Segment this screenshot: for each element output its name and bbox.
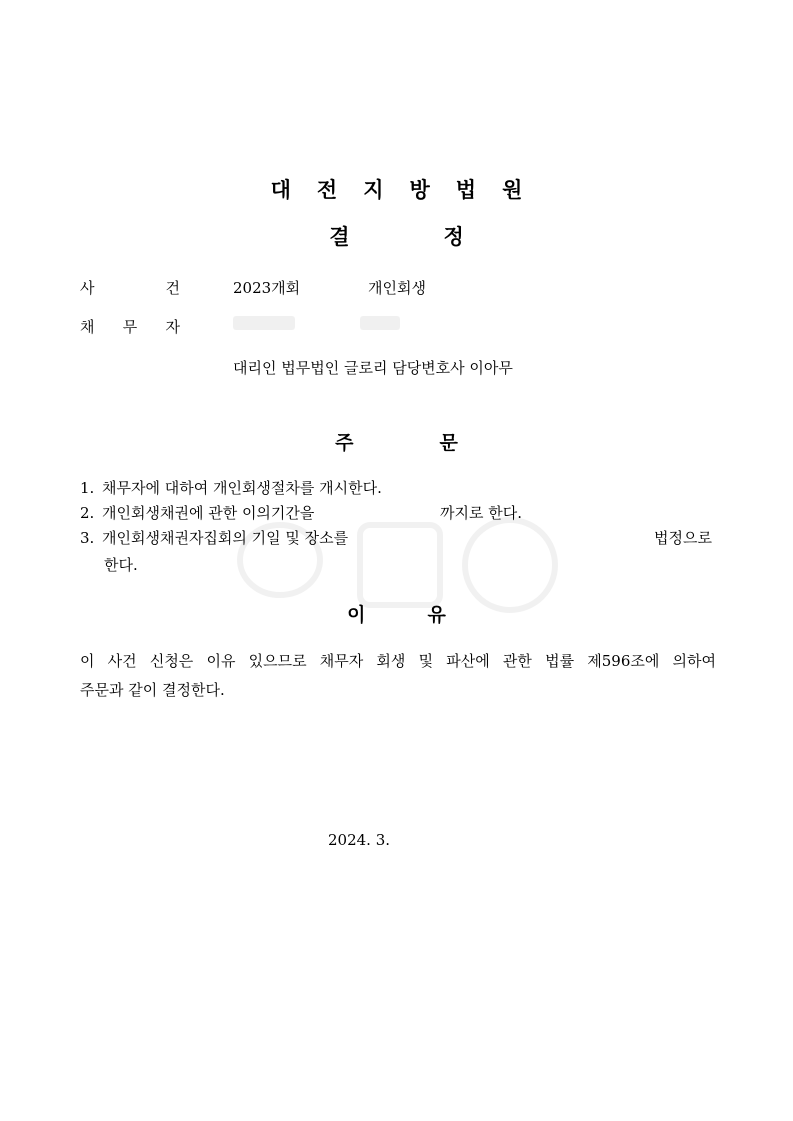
debtor-label-char: 채 xyxy=(80,318,95,336)
order-item-tail: 까지로 한다. xyxy=(440,504,522,522)
order-item-text: 채무자에 대하여 개인회생절차를 개시한다. xyxy=(102,479,382,497)
case-label-char: 사 xyxy=(80,279,95,297)
order-item-number: 1. xyxy=(80,479,95,497)
redacted-debtor-address xyxy=(233,316,295,330)
debtor-label-char: 무 xyxy=(122,318,138,336)
decision-date: 2024. 3. xyxy=(328,831,391,849)
order-item-continuation: 한다. xyxy=(104,556,138,574)
court-name: 대전지방법원 xyxy=(270,178,549,202)
order-item-text: 개인회생채권에 관한 이의기간을 xyxy=(102,504,315,522)
order-item-number: 2. xyxy=(80,504,95,522)
order-item xyxy=(80,477,382,498)
order-item-tail: 법정으로 xyxy=(654,529,712,547)
order-item-text: 개인회생채권자집회의 기일 및 장소를 xyxy=(102,529,349,547)
reason-text: 이 사건 신청은 이유 있으므로 채무자 회생 및 파산에 관한 법률 제596조에 의하여 xyxy=(80,652,716,670)
order-item-number: 3. xyxy=(80,529,95,547)
reason-text-continuation: 주문과 같이 결정한다. xyxy=(80,681,225,699)
debtor-label xyxy=(80,316,180,337)
case-label-char: 건 xyxy=(165,279,180,297)
reason-heading: 이유 xyxy=(347,604,508,626)
document-type-title: 결정 xyxy=(329,225,558,249)
case-number: 2023개회 xyxy=(233,279,301,297)
order-heading: 주문 xyxy=(335,432,544,454)
case-name: 개인회생 xyxy=(368,279,426,297)
redacted-debtor-name xyxy=(360,316,400,330)
case-label xyxy=(80,277,180,298)
agent-line: 대리인 법무법인 글로리 담당변호사 이아무 xyxy=(233,359,513,377)
debtor-label-char: 자 xyxy=(165,318,180,336)
